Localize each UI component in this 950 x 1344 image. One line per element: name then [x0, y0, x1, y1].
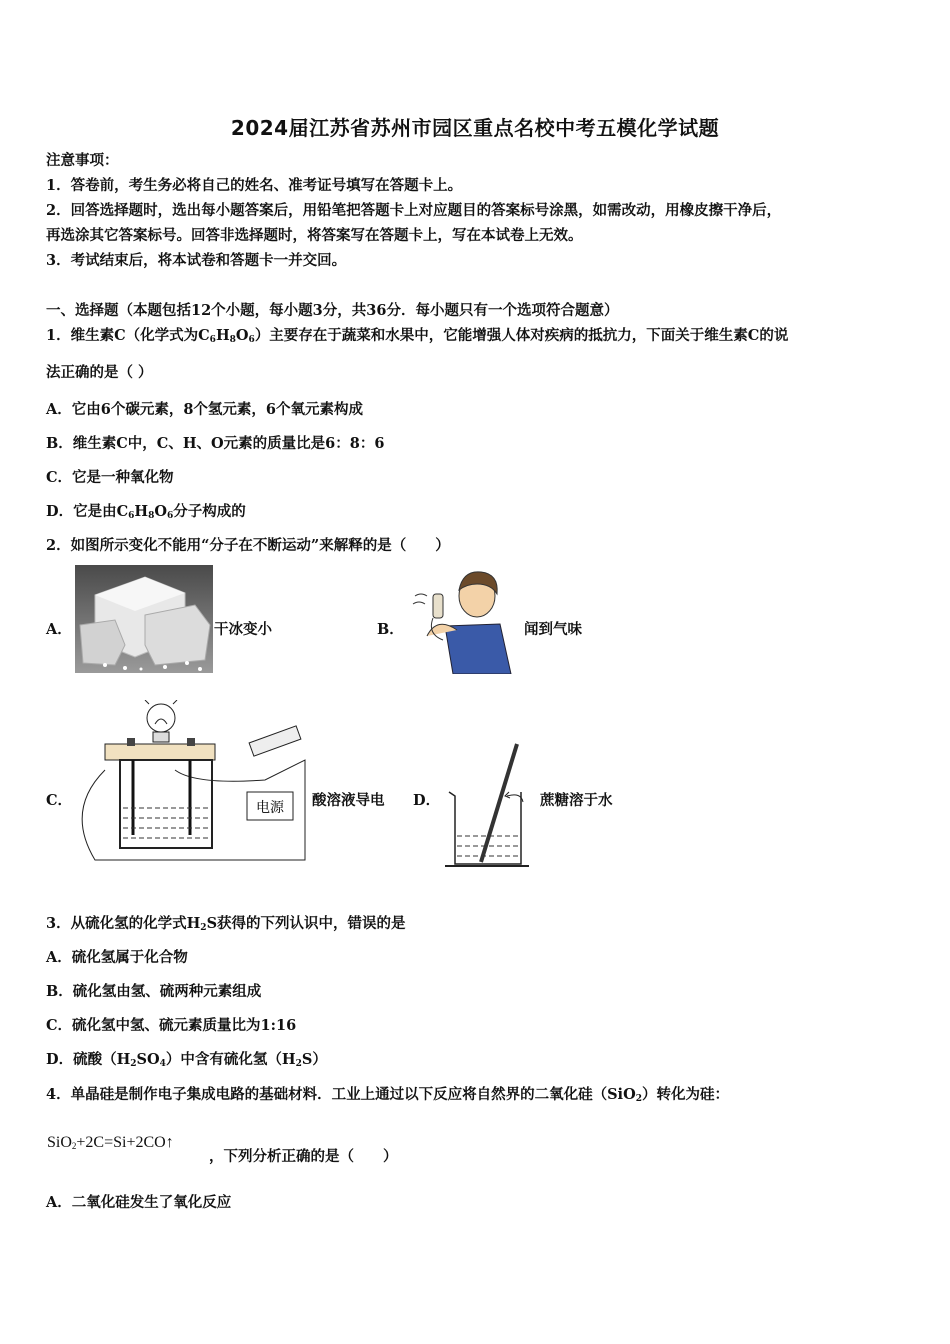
boy-smelling-image [405, 566, 513, 674]
q2-option-b-letter[interactable]: B． [377, 621, 404, 638]
q1-option-d[interactable]: D．它是由$C_6H_8O_6$分子构成的 [46, 503, 246, 521]
q1-option-b[interactable]: B．维生素C中，C、H、O元素的质量比是6：8：6 [46, 435, 385, 452]
question-2-stem: 2．如图所示变化不能用“分子在不断运动”来解释的是（ ） [46, 537, 450, 554]
q2-option-d-letter[interactable]: D． [413, 792, 441, 809]
notice-heading: 注意事项： [46, 152, 119, 169]
notice-item: 再选涂其它答案标号。回答非选择题时，将答案写在答题卡上，写在本试卷上无效。 [46, 227, 583, 244]
power-source-label: 电源 [256, 800, 284, 816]
question-3-stem: 3．从硫化氢的化学式$H_2S$获得的下列认识中，错误的是 [46, 915, 406, 933]
q2-option-b-text: 闻到气味 [524, 621, 582, 638]
notice-item: 3．考试结束后，将本试卷和答题卡一并交回。 [46, 252, 347, 269]
q2-option-a-text: 干冰变小 [214, 621, 272, 638]
q2-option-c-text: 酸溶液导电 [312, 792, 385, 809]
section-heading: 一、选择题（本题包括12个小题，每小题3分，共36分．每小题只有一个选项符合题意） [46, 302, 619, 319]
dry-ice-image [75, 565, 213, 673]
question-4-stem-cont: ，下列分析正确的是（ ） [209, 1148, 398, 1165]
q4-option-a[interactable]: A．二氧化硅发生了氧化反应 [46, 1194, 232, 1211]
reaction-equation: SiO$_2$+2C=Si+2CO↑ [47, 1134, 174, 1151]
q1-option-c[interactable]: C．它是一种氧化物 [46, 469, 174, 486]
q2-option-c-letter[interactable]: C． [46, 792, 73, 809]
conductivity-apparatus-image [75, 700, 310, 868]
question-1-stem-cont: 法正确的是（ ） [46, 364, 153, 381]
page-title: 2024届江苏省苏州市园区重点名校中考五模化学试题 [230, 116, 720, 140]
q3-option-c[interactable]: C．硫化氢中氢、硫元素质量比为1:16 [46, 1017, 297, 1034]
q3-option-b[interactable]: B．硫化氢由氢、硫两种元素组成 [46, 983, 262, 1000]
question-1-stem: 1．维生素C（化学式为$C_6H_8O_6$）主要存在于蔬菜和水果中，它能增强人体对疾病的抵抗力，下面关于维生素C的说 [46, 327, 789, 345]
beaker-stirring-image [445, 740, 530, 870]
q2-option-a-letter[interactable]: A． [46, 621, 72, 638]
question-4-stem: 4．单晶硅是制作电子集成电路的基础材料．工业上通过以下反应将自然界的二氧化硅（SiO$_2$）转化为硅： [46, 1086, 729, 1104]
notice-item: 1．答卷前，考生务必将自己的姓名、准考证号填写在答题卡上。 [46, 177, 463, 194]
q1-option-a[interactable]: A．它由6个碳元素，8个氢元素，6个氧元素构成 [46, 401, 364, 418]
q2-option-d-text: 蔗糖溶于水 [540, 792, 613, 809]
q3-option-d[interactable]: D．硫酸$(H_2SO_4)$中含有硫化氢$(H_2S)$ [46, 1051, 327, 1069]
notice-item: 2．回答选择题时，选出每小题答案后，用铅笔把答题卡上对应题目的答案标号涂黑，如需改动，用橡皮擦干净后， [46, 202, 782, 219]
q3-option-a[interactable]: A．硫化氢属于化合物 [46, 949, 188, 966]
